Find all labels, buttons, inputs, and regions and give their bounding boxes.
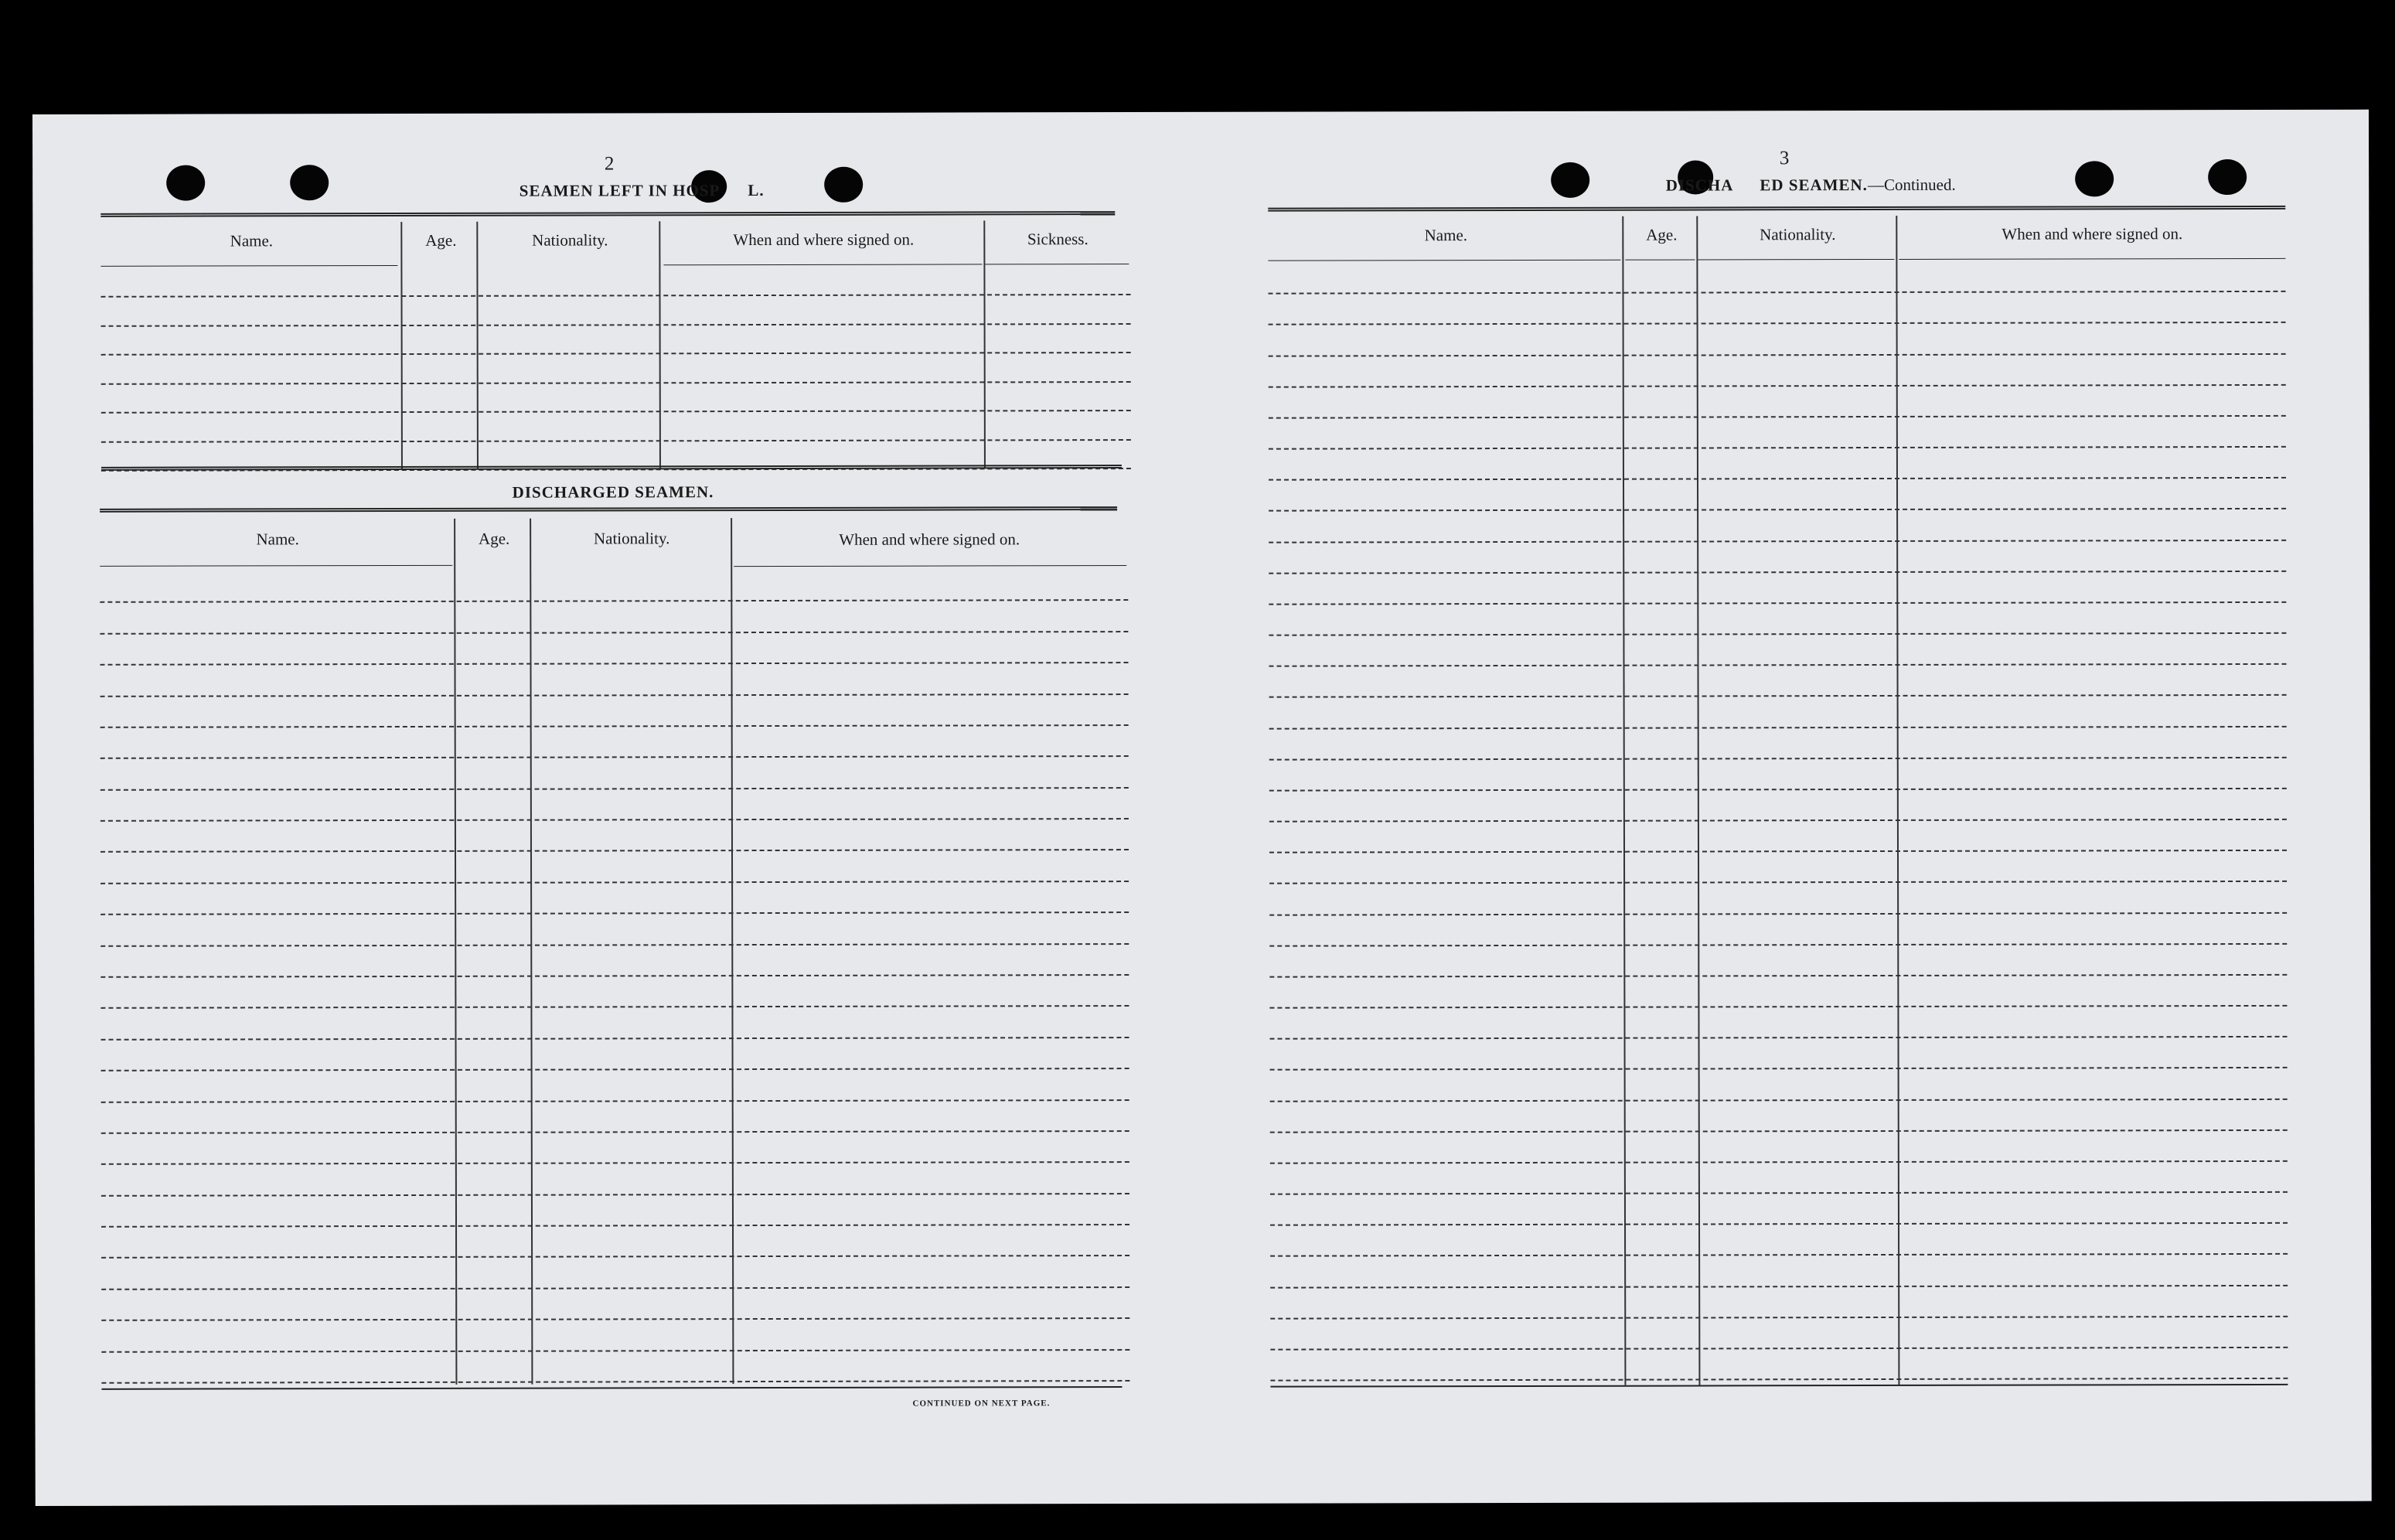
dotted-entry-line <box>1270 1067 2288 1071</box>
hospital-rows <box>101 267 1131 472</box>
dotted-entry-line <box>1270 1285 2288 1289</box>
discharged-top-rule <box>100 506 1117 513</box>
dotted-entry-line <box>1269 694 2287 698</box>
dotted-entry-line <box>1269 508 2286 512</box>
register-sheet <box>32 110 2372 1506</box>
dotted-entry-line <box>1269 632 2286 636</box>
dotted-entry-line <box>1270 1253 2288 1257</box>
dotted-entry-line <box>101 1193 1129 1197</box>
dotted-entry-line <box>1270 1347 2288 1351</box>
right-header-rule <box>1698 259 1894 261</box>
dotted-entry-line <box>1269 1005 2287 1009</box>
right-header-rule <box>1268 260 1620 261</box>
discharged-section-title: DISCHARGED SEAMEN. <box>512 482 714 502</box>
page-number-left: 2 <box>604 153 615 175</box>
hospital-top-rule <box>101 211 1115 217</box>
right-bottom-rule <box>1270 1384 2288 1388</box>
dotted-entry-line <box>1269 881 2287 884</box>
dotted-entry-line <box>101 1130 1129 1134</box>
dotted-entry-line <box>101 881 1129 884</box>
discharged-col-age: Age. <box>479 529 510 548</box>
dotted-entry-line <box>101 381 1131 385</box>
dotted-entry-line <box>101 1349 1129 1353</box>
dotted-entry-line <box>101 439 1131 443</box>
dotted-entry-line <box>101 1224 1129 1228</box>
dotted-entry-line <box>101 1099 1129 1103</box>
right-col-signed-on: When and where signed on. <box>2002 224 2183 244</box>
binder-hole <box>824 167 863 203</box>
dotted-entry-line <box>1269 384 2286 388</box>
dotted-entry-line <box>1269 446 2286 450</box>
hospital-title-tail: L. <box>748 181 765 200</box>
page-number-right: 3 <box>1779 148 1790 169</box>
dotted-entry-line <box>101 1317 1129 1321</box>
dotted-entry-line <box>1270 1222 2288 1226</box>
hospital-section-title <box>472 181 812 201</box>
binder-hole <box>290 165 329 200</box>
dotted-entry-line <box>1270 1099 2288 1102</box>
dotted-entry-line <box>101 1005 1129 1009</box>
dotted-entry-line <box>1269 819 2287 823</box>
dotted-entry-line <box>101 755 1129 759</box>
dotted-entry-line <box>1269 415 2286 419</box>
hospital-col-signed-on: When and where signed on. <box>733 230 915 250</box>
dotted-entry-line <box>101 352 1131 356</box>
dotted-entry-line <box>1269 477 2286 481</box>
right-header-rule <box>1625 259 1695 260</box>
dotted-entry-line <box>1270 1316 2288 1320</box>
discharged-col-name: Name. <box>256 530 299 549</box>
right-col-age: Age. <box>1646 225 1678 244</box>
dotted-entry-line <box>101 911 1129 915</box>
right-col-name: Name. <box>1424 226 1468 245</box>
dotted-entry-line <box>1270 1378 2288 1382</box>
discharged-rows <box>100 570 1129 1384</box>
dotted-entry-line <box>101 974 1129 978</box>
dotted-entry-line <box>1269 571 2286 574</box>
binder-hole <box>2075 161 2114 196</box>
dotted-entry-line <box>101 818 1129 822</box>
discharged-header-rule <box>734 565 1126 567</box>
dotted-entry-line <box>1270 1191 2288 1195</box>
dotted-entry-line <box>101 943 1129 947</box>
right-top-rule <box>1268 206 2285 212</box>
dotted-entry-line <box>1269 974 2287 978</box>
dotted-entry-line <box>1269 912 2287 916</box>
dotted-entry-line <box>1269 788 2287 792</box>
dotted-entry-line <box>1269 540 2286 543</box>
hospital-header-rule <box>663 264 982 265</box>
discharged-col-nationality: Nationality. <box>593 529 670 548</box>
dotted-entry-line <box>100 631 1128 635</box>
dotted-entry-line <box>1270 1160 2288 1164</box>
right-title-main: ED SEAMEN. <box>1760 175 1868 195</box>
dotted-entry-line <box>101 849 1129 853</box>
dotted-entry-line <box>101 323 1131 327</box>
dotted-entry-line <box>101 410 1131 414</box>
dotted-entry-line <box>1269 757 2287 761</box>
right-header-rule <box>1899 258 2285 260</box>
right-title-prefix: DISCHA <box>1665 175 1734 195</box>
dotted-entry-line <box>101 1161 1129 1165</box>
dotted-entry-line <box>1269 726 2287 730</box>
hospital-title-text: SEAMEN LEFT IN HOSP <box>519 181 721 200</box>
dotted-entry-line <box>101 1255 1129 1259</box>
right-title-suffix: —Continued. <box>1867 175 1956 195</box>
dotted-entry-line <box>101 294 1130 298</box>
hospital-col-nationality: Nationality. <box>532 230 608 250</box>
dotted-entry-line <box>101 1068 1129 1072</box>
dotted-entry-line <box>101 1380 1129 1384</box>
right-section-title <box>1579 175 2042 196</box>
dotted-entry-line <box>1268 291 2285 295</box>
dotted-entry-line <box>1269 322 2286 325</box>
hospital-col-name: Name. <box>230 231 274 250</box>
right-rows <box>1268 261 2288 1382</box>
dotted-entry-line <box>101 724 1129 728</box>
left-bottom-rule <box>101 1386 1122 1390</box>
right-col-nationality: Nationality. <box>1760 225 1836 244</box>
dotted-entry-line <box>101 787 1129 791</box>
dotted-entry-line <box>101 1286 1129 1290</box>
dotted-entry-line <box>1269 601 2286 605</box>
dotted-entry-line <box>1270 1129 2288 1133</box>
dotted-entry-line <box>101 693 1129 697</box>
binder-hole <box>2208 159 2247 195</box>
discharged-header-rule <box>100 565 452 567</box>
hospital-header-rule <box>101 265 397 267</box>
dotted-entry-line <box>101 1037 1129 1041</box>
binder-hole <box>166 165 205 201</box>
dotted-entry-line <box>1269 943 2287 947</box>
discharged-col-signed-on: When and where signed on. <box>839 530 1020 549</box>
dotted-entry-line <box>1269 353 2286 357</box>
hospital-col-age: Age. <box>425 230 457 250</box>
dotted-entry-line <box>100 662 1128 666</box>
dotted-entry-line <box>100 599 1128 603</box>
dotted-entry-line <box>1269 850 2287 853</box>
dotted-entry-line <box>1269 663 2286 667</box>
hospital-col-sickness: Sickness. <box>1027 230 1088 249</box>
dotted-entry-line <box>1270 1036 2288 1040</box>
continued-note: CONTINUED ON NEXT PAGE. <box>912 1399 1051 1409</box>
